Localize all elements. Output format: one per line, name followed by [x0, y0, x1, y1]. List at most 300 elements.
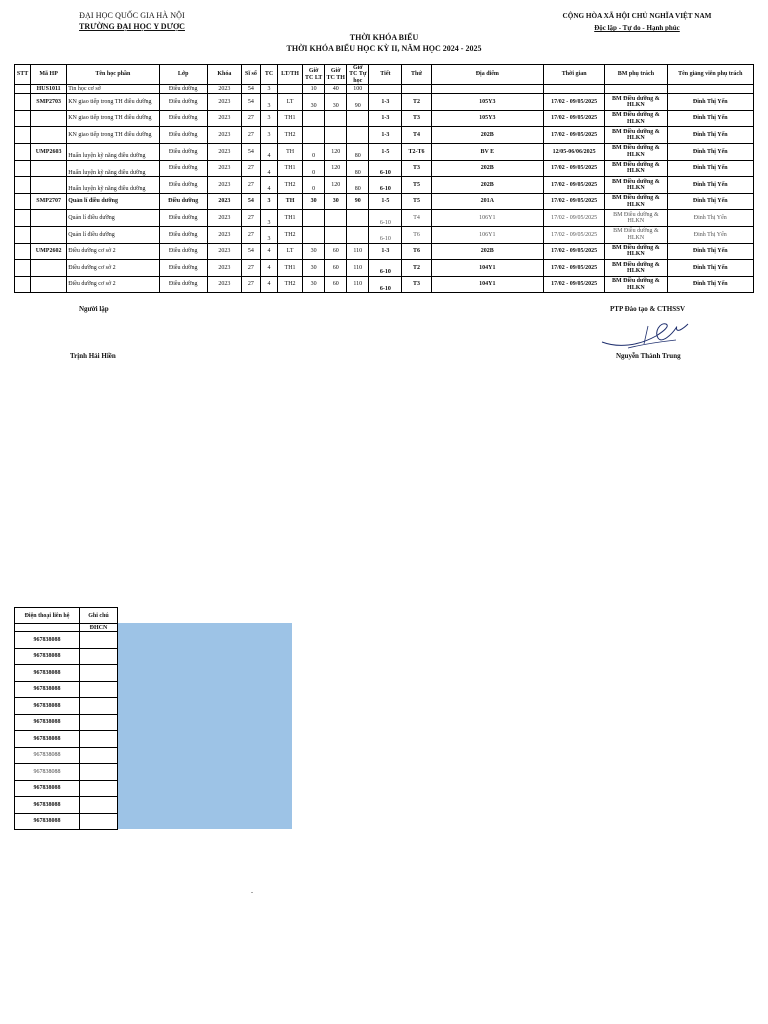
credits-cell: 3: [260, 193, 277, 210]
credits-cell: 4: [260, 276, 277, 293]
date-range-cell: 17/02 - 09/05/2025: [544, 127, 605, 144]
col-header: Giờ TC LT: [303, 65, 325, 85]
enrollment-cell: 54: [241, 85, 260, 94]
period-cell: 6-10: [369, 276, 402, 293]
lecturer-cell: Đinh Thị Yến: [667, 210, 753, 227]
weekday-cell: T4: [402, 127, 431, 144]
th-hours-cell: 30: [325, 193, 347, 210]
class-cell: Điều dưỡng: [159, 276, 207, 293]
preparer-title: Người lập: [79, 305, 109, 313]
type-cell: TH2: [278, 226, 303, 243]
class-cell: Điều dưỡng: [159, 160, 207, 177]
department-cell: BM Điều dưỡng & HLKN: [605, 127, 667, 144]
type-cell: TH1: [278, 260, 303, 277]
note-cell: [80, 714, 118, 731]
weekday-cell: T6: [402, 226, 431, 243]
contact-row: [15, 780, 118, 797]
document-subtitle: THỜI KHÓA BIỂU HỌC KỲ II, NĂM HỌC 2024 - 2025: [286, 44, 482, 53]
contact-row: [15, 714, 118, 731]
enrollment-cell: 27: [241, 260, 260, 277]
note-cell: [80, 797, 118, 814]
contact-row: [15, 632, 118, 649]
th-hours-cell: 40: [325, 85, 347, 94]
table-row: [15, 177, 754, 194]
course-code-cell: [31, 127, 67, 144]
type-cell: TH: [278, 193, 303, 210]
date-range-cell: 12/05-06/06/2025: [544, 144, 605, 161]
cohort-cell: 2023: [207, 276, 241, 293]
self-study-hours-cell: [347, 210, 369, 227]
credits-cell: 4: [260, 144, 277, 161]
handwritten-signature: [598, 318, 690, 352]
type-cell: TH2: [278, 127, 303, 144]
location-cell: 202B: [431, 127, 543, 144]
course-code-cell: UMP2602: [31, 243, 67, 260]
phone-number: 967838088: [15, 731, 80, 748]
col-header: Giờ TC Tự học: [347, 65, 369, 85]
course-name-cell: Quản lí điều dưỡng: [67, 210, 159, 227]
type-cell: TH1: [278, 210, 303, 227]
course-code-cell: HUS1011: [31, 85, 67, 94]
stt-cell: [15, 260, 31, 277]
note-cell: [80, 648, 118, 665]
contact-row: [15, 698, 118, 715]
note-cell: [80, 632, 118, 649]
lecturer-cell: Đinh Thị Yến: [667, 110, 753, 127]
location-cell: 105Y3: [431, 110, 543, 127]
table-row: [15, 226, 754, 243]
stt-cell: [15, 160, 31, 177]
location-cell: 106Y1: [431, 226, 543, 243]
date-range-cell: 17/02 - 09/05/2025: [544, 193, 605, 210]
credits-cell: 3: [260, 127, 277, 144]
enrollment-cell: 54: [241, 193, 260, 210]
enrollment-cell: 54: [241, 243, 260, 260]
country-motto: Độc lập - Tự do - Hạnh phúc: [594, 24, 680, 32]
phone-header: Điện thoại liên hệ: [15, 608, 80, 624]
th-hours-cell: 120: [325, 144, 347, 161]
phone-number: 967838088: [15, 698, 80, 715]
footer-mark: .: [251, 886, 253, 895]
credits-cell: 4: [260, 177, 277, 194]
type-cell: TH1: [278, 160, 303, 177]
enrollment-cell: 27: [241, 226, 260, 243]
cohort-cell: 2023: [207, 260, 241, 277]
enrollment-cell: 27: [241, 276, 260, 293]
course-name-cell: Điều dưỡng cơ sở 2: [67, 243, 159, 260]
note-cell: [80, 698, 118, 715]
th-hours-cell: 60: [325, 260, 347, 277]
col-header: Khóa: [207, 65, 241, 85]
institution-header: [52, 11, 212, 31]
course-name-cell: Huấn luyện kỹ năng điều dưỡng: [67, 160, 159, 177]
weekday-cell: T2: [402, 94, 431, 111]
self-study-hours-cell: 110: [347, 260, 369, 277]
department-cell: [605, 85, 667, 94]
self-study-hours-cell: 80: [347, 177, 369, 194]
course-name-cell: Tin học cơ sở: [67, 85, 159, 94]
lecturer-cell: Đinh Thị Yến: [667, 177, 753, 194]
weekday-cell: T6: [402, 243, 431, 260]
self-study-hours-cell: 110: [347, 243, 369, 260]
table-row: [15, 243, 754, 260]
type-cell: TH2: [278, 177, 303, 194]
phone-number: 967838088: [15, 813, 80, 830]
th-hours-cell: 30: [325, 94, 347, 111]
table-row: [15, 94, 754, 111]
cohort-cell: 2023: [207, 210, 241, 227]
course-name-cell: Quản lí điều dưỡng: [67, 226, 159, 243]
col-header: Địa điểm: [431, 65, 543, 85]
highlighted-region: [116, 623, 292, 829]
period-cell: 1-3: [369, 243, 402, 260]
school-name: TRƯỜNG ĐẠI HỌC Y DƯỢC: [79, 22, 185, 31]
location-cell: 104Y1: [431, 260, 543, 277]
self-study-hours-cell: 110: [347, 276, 369, 293]
course-code-cell: [31, 110, 67, 127]
country-name: CỘNG HÒA XÃ HỘI CHỦ NGHĨA VIỆT NAM: [562, 12, 712, 20]
contact-row: [15, 813, 118, 830]
self-study-hours-cell: 90: [347, 94, 369, 111]
course-name-cell: KN giao tiếp trong TH điều dưỡng: [67, 94, 159, 111]
phone-number: 967838088: [15, 632, 80, 649]
location-cell: 104Y1: [431, 276, 543, 293]
department-cell: BM Điều dưỡng & HLKN: [605, 226, 667, 243]
contact-row: [15, 747, 118, 764]
lecturer-cell: [667, 85, 753, 94]
course-code-cell: UMP2603: [31, 144, 67, 161]
class-cell: Điều dưỡng: [159, 127, 207, 144]
date-range-cell: [544, 85, 605, 94]
col-header: Lớp: [159, 65, 207, 85]
course-code-cell: [31, 226, 67, 243]
period-cell: 1-5: [369, 193, 402, 210]
class-cell: Điều dưỡng: [159, 260, 207, 277]
period-cell: 1-3: [369, 110, 402, 127]
contact-row: [15, 797, 118, 814]
enrollment-cell: 54: [241, 144, 260, 161]
class-cell: Điều dưỡng: [159, 210, 207, 227]
date-range-cell: 17/02 - 09/05/2025: [544, 177, 605, 194]
class-cell: Điều dưỡng: [159, 94, 207, 111]
class-cell: Điều dưỡng: [159, 85, 207, 94]
contact-row: [15, 731, 118, 748]
weekday-cell: T4: [402, 210, 431, 227]
col-header: Tiết: [369, 65, 402, 85]
location-cell: 106Y1: [431, 210, 543, 227]
department-cell: BM Điều dưỡng & HLKN: [605, 243, 667, 260]
department-cell: BM Điều dưỡng & HLKN: [605, 210, 667, 227]
location-cell: [431, 85, 543, 94]
note-cell: [80, 813, 118, 830]
credits-cell: 3: [260, 94, 277, 111]
schedule-table: [14, 64, 754, 293]
cohort-cell: 2023: [207, 110, 241, 127]
class-cell: Điều dưỡng: [159, 243, 207, 260]
location-cell: 202B: [431, 243, 543, 260]
col-header: Tên học phần: [67, 65, 159, 85]
national-header: [548, 12, 726, 32]
self-study-hours-cell: 90: [347, 193, 369, 210]
course-name-cell: Huấn luyện kỹ năng điều dưỡng: [67, 144, 159, 161]
type-cell: [278, 85, 303, 94]
lt-hours-cell: 0: [303, 160, 325, 177]
weekday-cell: T3: [402, 110, 431, 127]
lt-hours-cell: 30: [303, 243, 325, 260]
class-cell: Điều dưỡng: [159, 226, 207, 243]
table-row: [15, 210, 754, 227]
col-header: Tên giảng viên phụ trách: [667, 65, 753, 85]
department-cell: BM Điều dưỡng & HLKN: [605, 276, 667, 293]
department-cell: BM Điều dưỡng & HLKN: [605, 160, 667, 177]
th-hours-cell: 60: [325, 276, 347, 293]
phone-number: 967838088: [15, 648, 80, 665]
th-hours-cell: [325, 127, 347, 144]
course-code-cell: [31, 276, 67, 293]
weekday-cell: T3: [402, 276, 431, 293]
cohort-cell: 2023: [207, 243, 241, 260]
date-range-cell: 17/02 - 09/05/2025: [544, 210, 605, 227]
lt-hours-cell: 0: [303, 144, 325, 161]
note-cell: [80, 747, 118, 764]
enrollment-cell: 27: [241, 177, 260, 194]
location-cell: 202B: [431, 177, 543, 194]
weekday-cell: T3: [402, 160, 431, 177]
phone-number: 967838088: [15, 714, 80, 731]
period-cell: 6-10: [369, 177, 402, 194]
weekday-cell: T5: [402, 177, 431, 194]
note-value: ĐHCN: [80, 624, 118, 632]
course-code-cell: SMP2707: [31, 193, 67, 210]
department-cell: BM Điều dưỡng & HLKN: [605, 110, 667, 127]
note-cell: [80, 681, 118, 698]
period-cell: 6-10: [369, 160, 402, 177]
stt-cell: [15, 127, 31, 144]
course-code-cell: [31, 210, 67, 227]
col-header: Sĩ số: [241, 65, 260, 85]
period-cell: 6-10: [369, 226, 402, 243]
period-cell: 1-3: [369, 94, 402, 111]
stt-cell: [15, 210, 31, 227]
enrollment-cell: 27: [241, 210, 260, 227]
table-row: [15, 260, 754, 277]
note-cell: [80, 665, 118, 682]
course-name-cell: Điều dưỡng cơ sở 2: [67, 276, 159, 293]
lt-hours-cell: [303, 210, 325, 227]
lecturer-cell: Đinh Thị Yến: [667, 94, 753, 111]
university-name: ĐẠI HỌC QUỐC GIA HÀ NỘI: [79, 11, 185, 20]
credits-cell: 4: [260, 260, 277, 277]
document-title: THỜI KHÓA BIỂU: [349, 33, 419, 42]
enrollment-cell: 27: [241, 160, 260, 177]
class-cell: Điều dưỡng: [159, 110, 207, 127]
table-row: [15, 160, 754, 177]
stt-cell: [15, 276, 31, 293]
lt-hours-cell: [303, 110, 325, 127]
department-cell: BM Điều dưỡng & HLKN: [605, 94, 667, 111]
lt-hours-cell: [303, 226, 325, 243]
approver-title: PTP Đào tạo & CTHSSV: [610, 305, 686, 313]
department-cell: BM Điều dưỡng & HLKN: [605, 260, 667, 277]
location-cell: 105Y3: [431, 94, 543, 111]
course-code-cell: [31, 160, 67, 177]
col-header: Thứ: [402, 65, 431, 85]
cohort-cell: 2023: [207, 127, 241, 144]
department-cell: BM Điều dưỡng & HLKN: [605, 144, 667, 161]
stt-cell: [15, 94, 31, 111]
lecturer-cell: Đinh Thị Yến: [667, 160, 753, 177]
table-row: [15, 193, 754, 210]
class-cell: Điều dưỡng: [159, 144, 207, 161]
lecturer-cell: Đinh Thị Yến: [667, 276, 753, 293]
date-range-cell: 17/02 - 09/05/2025: [544, 276, 605, 293]
note-cell: [80, 780, 118, 797]
th-hours-cell: [325, 210, 347, 227]
th-hours-cell: [325, 226, 347, 243]
cohort-cell: 2023: [207, 193, 241, 210]
period-cell: [369, 85, 402, 94]
course-code-cell: SMP2703: [31, 94, 67, 111]
contact-table: [14, 607, 118, 830]
th-hours-cell: 120: [325, 177, 347, 194]
stt-cell: [15, 85, 31, 94]
col-header: TC: [260, 65, 277, 85]
table-row: [15, 110, 754, 127]
class-cell: Điều dưỡng: [159, 193, 207, 210]
th-hours-cell: 60: [325, 243, 347, 260]
lecturer-cell: Đinh Thị Yến: [667, 226, 753, 243]
cohort-cell: 2023: [207, 177, 241, 194]
contact-row: [15, 648, 118, 665]
lecturer-cell: Đinh Thị Yến: [667, 193, 753, 210]
type-cell: TH: [278, 144, 303, 161]
stt-cell: [15, 177, 31, 194]
location-cell: BV E: [431, 144, 543, 161]
weekday-cell: T2: [402, 260, 431, 277]
date-range-cell: 17/02 - 09/05/2025: [544, 110, 605, 127]
phone-number: 967838088: [15, 681, 80, 698]
note-header: Ghi chú: [80, 608, 118, 624]
preparer-name: Trịnh Hải Hiền: [70, 352, 116, 360]
date-range-cell: 17/02 - 09/05/2025: [544, 160, 605, 177]
phone-number: 967838088: [15, 780, 80, 797]
date-range-cell: 17/02 - 09/05/2025: [544, 260, 605, 277]
period-cell: 1-3: [369, 127, 402, 144]
phone-number: 967838088: [15, 665, 80, 682]
course-name-cell: KN giao tiếp trong TH điều dưỡng: [67, 127, 159, 144]
phone-number: 967838088: [15, 764, 80, 781]
col-header: STT: [15, 65, 31, 85]
th-hours-cell: 120: [325, 160, 347, 177]
weekday-cell: [402, 85, 431, 94]
note-cell: [80, 731, 118, 748]
credits-cell: 4: [260, 243, 277, 260]
stt-cell: [15, 144, 31, 161]
course-code-cell: [31, 177, 67, 194]
stt-cell: [15, 110, 31, 127]
date-range-cell: 17/02 - 09/05/2025: [544, 94, 605, 111]
class-cell: Điều dưỡng: [159, 177, 207, 194]
cohort-cell: 2023: [207, 94, 241, 111]
phone-number: 967838088: [15, 747, 80, 764]
document-titles: [0, 33, 768, 53]
col-header: Giờ TC TH: [325, 65, 347, 85]
department-cell: BM Điều dưỡng & HLKN: [605, 177, 667, 194]
lt-hours-cell: 30: [303, 276, 325, 293]
lt-hours-cell: 0: [303, 177, 325, 194]
period-cell: 1-5: [369, 144, 402, 161]
period-cell: 6-10: [369, 260, 402, 277]
enrollment-cell: 54: [241, 94, 260, 111]
course-name-cell: Điều dưỡng cơ sở 2: [67, 260, 159, 277]
lecturer-cell: Đinh Thị Yến: [667, 260, 753, 277]
lt-hours-cell: 10: [303, 85, 325, 94]
enrollment-cell: 27: [241, 110, 260, 127]
schedule-header-row: [15, 65, 754, 85]
empty-cell: [15, 624, 80, 632]
lt-hours-cell: 30: [303, 193, 325, 210]
self-study-hours-cell: [347, 110, 369, 127]
credits-cell: 4: [260, 160, 277, 177]
stt-cell: [15, 243, 31, 260]
weekday-cell: T5: [402, 193, 431, 210]
date-range-cell: 17/02 - 09/05/2025: [544, 243, 605, 260]
lt-hours-cell: [303, 127, 325, 144]
credits-cell: 3: [260, 226, 277, 243]
course-name-cell: Huấn luyện kỹ năng điều dưỡng: [67, 177, 159, 194]
self-study-hours-cell: 100: [347, 85, 369, 94]
credits-cell: 3: [260, 210, 277, 227]
cohort-cell: 2023: [207, 144, 241, 161]
type-cell: TH1: [278, 110, 303, 127]
lt-hours-cell: 30: [303, 260, 325, 277]
location-cell: 202B: [431, 160, 543, 177]
type-cell: LT: [278, 94, 303, 111]
table-row: [15, 127, 754, 144]
cohort-cell: 2023: [207, 85, 241, 94]
th-hours-cell: [325, 110, 347, 127]
note-cell: [80, 764, 118, 781]
self-study-hours-cell: 80: [347, 160, 369, 177]
self-study-hours-cell: 80: [347, 144, 369, 161]
weekday-cell: T2-T6: [402, 144, 431, 161]
contact-header-row: [15, 608, 118, 624]
type-cell: TH2: [278, 276, 303, 293]
self-study-hours-cell: [347, 127, 369, 144]
contact-row: [15, 681, 118, 698]
period-cell: 6-10: [369, 210, 402, 227]
lecturer-cell: Đinh Thị Yến: [667, 127, 753, 144]
contact-row: [15, 665, 118, 682]
cohort-cell: 2023: [207, 226, 241, 243]
self-study-hours-cell: [347, 226, 369, 243]
course-name-cell: KN giao tiếp trong TH điều dưỡng: [67, 110, 159, 127]
lt-hours-cell: 30: [303, 94, 325, 111]
type-cell: LT: [278, 243, 303, 260]
credits-cell: 3: [260, 85, 277, 94]
contact-row: [15, 764, 118, 781]
table-row: [15, 144, 754, 161]
course-code-cell: [31, 260, 67, 277]
col-header: LT/TH: [278, 65, 303, 85]
col-header: Thời gian: [544, 65, 605, 85]
course-name-cell: Quản lí điều dưỡng: [67, 193, 159, 210]
cohort-cell: 2023: [207, 160, 241, 177]
contact-subheader-row: [15, 624, 118, 632]
enrollment-cell: 27: [241, 127, 260, 144]
date-range-cell: 17/02 - 09/05/2025: [544, 226, 605, 243]
table-row: [15, 276, 754, 293]
